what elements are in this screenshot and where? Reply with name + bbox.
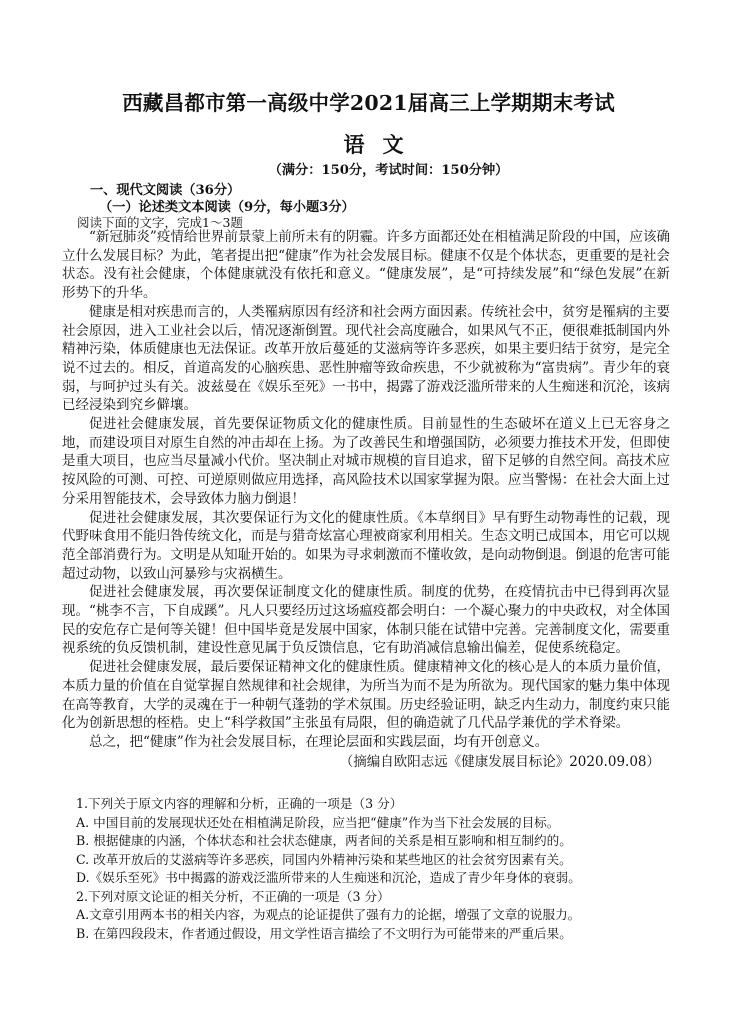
question-stem: 2.下列对原文论证的相关分析，不正确的一项是（3 分） (76, 888, 390, 904)
passage-paragraph: 促进社会健康发展，最后要保证精神文化的健康性质。健康精神文化的核心是人的本质力量价值，本质力量的价值在自觉掌握自然规律和社会规律，为所当为而不是为所欲为。现代国家的魅力集中体现在高等教育，大学的灵魂在于一种朝气蓬勃的学术氛围。历史经验证明，缺乏内生动力，制度约束只能化为创新思想的桎梏。史上“科学救国”主张虽有局限，但的确造就了几代品学兼优的学术脊梁。 (62, 659, 670, 732)
passage-paragraph: “新冠肺炎”疫情给世界前景蒙上前所未有的阴霾。许多方面都还处在相植满足阶段的中国，应该确立什么发展目标？为此，笔者提出把“健康”作为社会发展目标。健康不仅是个体状态，更重要的是社会状态。没有社会健康，个体健康就没有依托和意义。“健康发展”，是“可持续发展”和“绿色发展”在新形势下的升华。 (62, 229, 670, 302)
question-list (76, 795, 676, 943)
question-stem: 1.下列关于原文内容的理解和分析，正确的一项是（3 分） (76, 796, 403, 811)
section-heading: 一、现代文阅读（36分） (90, 183, 241, 198)
question-option: B. 根据健康的内涵，个体状态和社会状态健康，两者间的关系是相互影响和相互制约的。 (76, 833, 572, 848)
exam-meta: （满分：150分，考试时间：150分钟） (268, 163, 509, 178)
passage-paragraph: 促进社会健康发展，其次要保证行为文化的健康性质。《本草纲目》早有野生动物毒性的记载，现代野味食用不能归咎传统文化，而是与猎奇炫富心理被商家利用相关。生态文明已成国本，用它可以规范全部消费行为。文明是从知耻开始的。如果为寻求刺激而不懂收敛，是向动物倒退。倒退的危害可能超过动物，以致山河暴殄与灾祸横生。 (62, 509, 670, 582)
passage-paragraph: 健康是相对疾患而言的，人类罹病原因有经济和社会两方面因素。传统社会中，贫穷是罹病的主要社会原因，进入工业社会以后，情况逐渐倒置。现代社会高度融合，如果风气不正，便很难抵制国内外精神污染，体质健康也无法保证。改革开放后蔓延的艾滋病等许多恶疾，如果主要归结于贫穷，是完全说不过去的。相反，首道高发的心脑疾患、恶性肿瘤等致命疾患，不少就被称为“富贵病”。青少年的衰弱，与呵护过头有关。波兹曼在《娱乐至死》一书中，揭露了游戏泛滥所带来的人生痴迷和沉沦，该病已经浸染到究乡僻壤。 (62, 303, 670, 414)
instruction-text: 阅读下面的文字，完成1～3题 (77, 215, 243, 230)
question-option: B. 在第四段段末，作者通过假设，用文学性语言描绘了不文明行为可能带来的严重后果。 (76, 925, 572, 941)
source-citation: （摘编自欧阳志远《健康发展目标论》2020.09.08） (339, 753, 660, 770)
passage-paragraph: 总之，把“健康”作为社会发展目标，在理论层面和实践层面，均有开创意义。 (89, 733, 549, 750)
reading-passage (62, 228, 670, 771)
passage-paragraph: 促进社会健康发展，再次要保证制度文化的健康性质。制度的优势，在疫情抗击中已得到再次显现。“桃李不言，下自成蹊”。凡人只要经历过这场瘟疫都会明白：一个凝心聚力的中央政权，对全体国民的安危存亡是何等关键！但中国毕竟是发展中国家，体制只能在试错中完善。完善制度文化，需要重视系统的负反馈机制，建设性意见属于负反馈信息，它有助消减信息输出偏差，促使系统稳定。 (62, 584, 670, 657)
subsection-heading: （一）论述类文本阅读（9分，每小题3分） (99, 200, 355, 215)
passage-paragraph: 促进社会健康发展，首先要保证物质文化的健康性质。目前显性的生态破坏在道义上已无容身之地，而建设项目对原生自然的冲击却在上扬。为了改善民生和增强国防，必须要力推技术开发，但即使是重大项目，也应当尽量减小代价。坚决制止对城市规模的盲目追求，留下足够的自然空间。高技术应按风险的可测、可控、可逆原则做应用选择，高风险技术以国家掌握为限。应当警惕：在社会大面上过分采用智能技术，会导致体力脑力倒退！ (62, 416, 670, 507)
question-option: A. 中国目前的发展现状还处在相植满足阶段，应当把“健康”作为当下社会发展的目标。 (76, 814, 560, 830)
subject-heading: 语文 (343, 132, 422, 157)
exam-title: 西藏昌都市第一高级中学2021届高三上学期期末考试 (122, 91, 615, 115)
question-option: D.《娱乐至死》书中揭露的游戏泛滥所带来的人生痴迷和沉沦，造成了青少年身体的衰弱。 (76, 870, 581, 885)
question-option: A.文章引用两本书的相关内容，为观点的论证提供了强有力的论据，增强了文章的说服力。 (76, 907, 581, 922)
question-option: C. 改革开放后的艾滋病等许多恶疾，同国内外精神污染和某些地区的社会贫穷因素有关。 (76, 851, 572, 867)
